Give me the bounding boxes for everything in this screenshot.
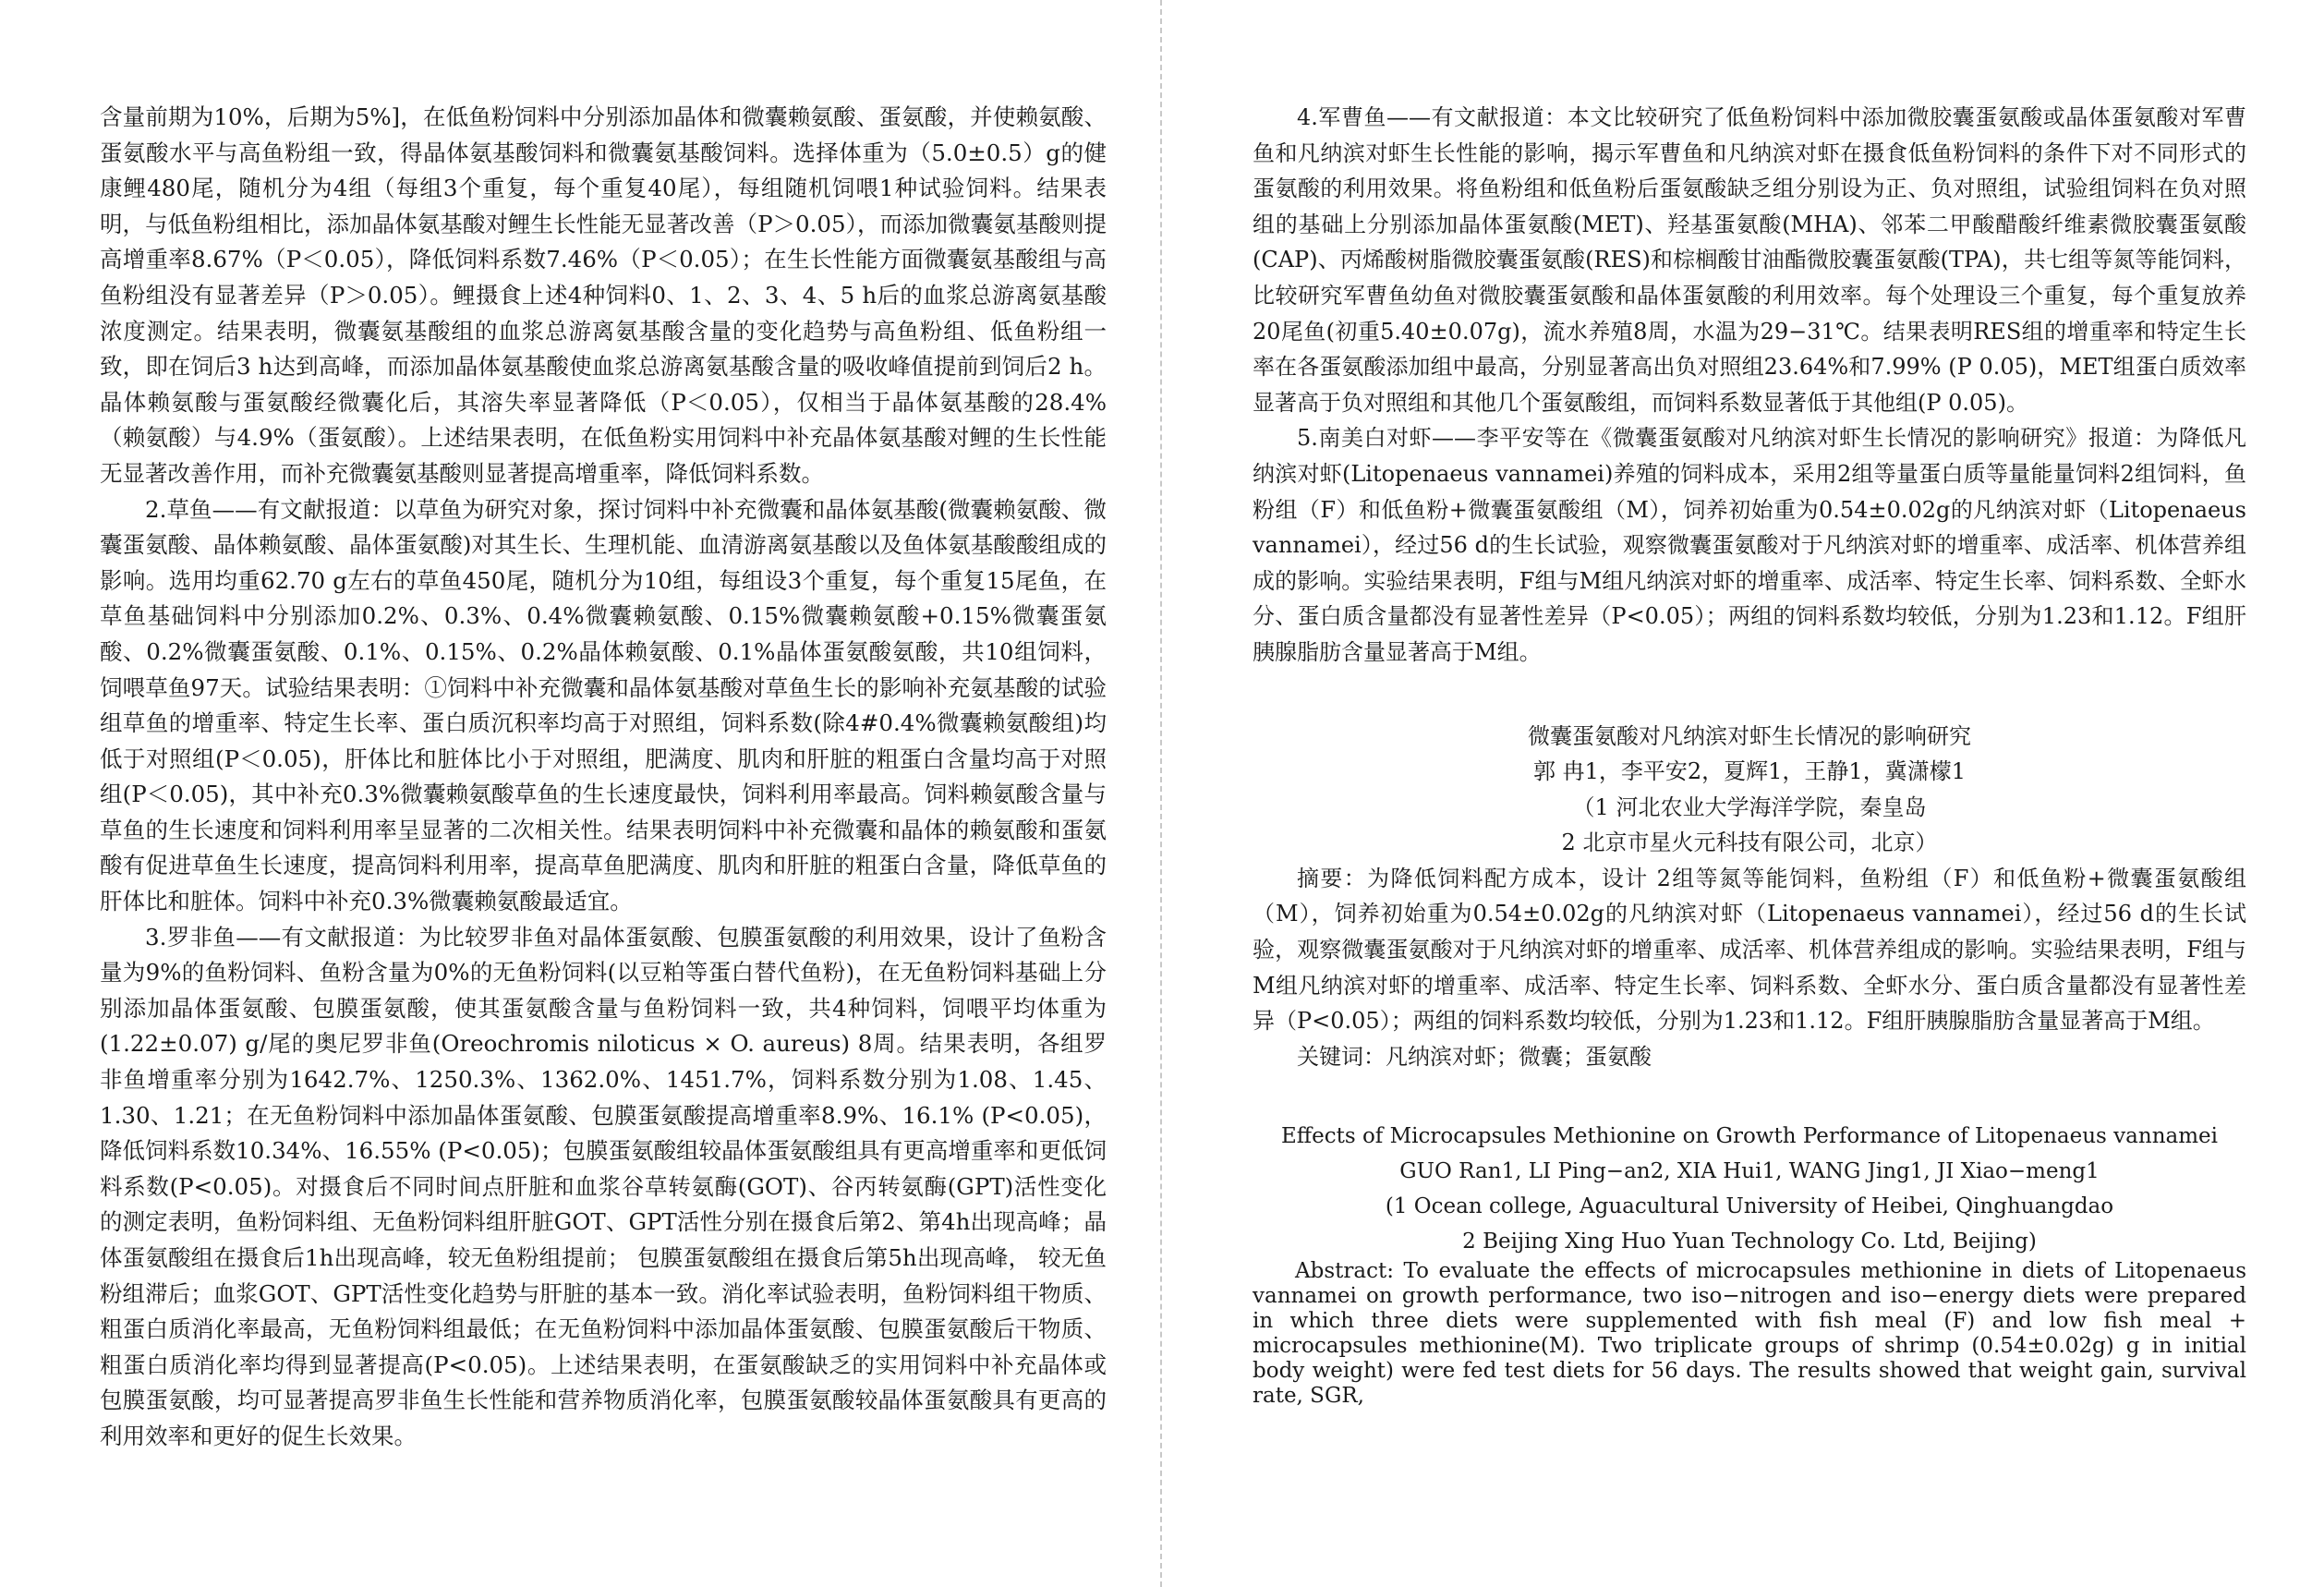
paper-abstract-en: Abstract: To evaluate the effects of microcapsules methionine in diets of Litopenaeus vannamei on growth performance, two iso−nitrogen and iso−energy diets were prepared in which three diets were supplemented with fish meal (F) and low fish meal + microcapsules methionine(M). Two triplicate groups of shrimp (0.54±0.02g) g in initial body weight) were fed test diets for 56 days. The results showed that weight gain, survival rate, SGR, — [1253, 1259, 2246, 1409]
paper-title-cn: 微囊蛋氨酸对凡纳滨对虾生长情况的影响研究 — [1528, 722, 1971, 749]
paper-affiliation-cn-2: 2 北京市星火元科技有限公司，北京） — [1561, 830, 1938, 856]
paper-affiliation-en-2: 2 Beijing Xing Huo Yuan Technology Co. Ltd, Beijing) — [1462, 1230, 2037, 1254]
paper-affiliation-en-1: (1 Ocean college, Aguacultural University of Heibei, Qinghuangdao — [1385, 1194, 2114, 1219]
english-section — [1253, 1119, 2246, 1409]
paper-keywords-cn: 关键词：凡纳滨对虾；微囊；蛋氨酸 — [1297, 1043, 1652, 1070]
right-paragraph-cobia: 4.军曹鱼——有文献报道：本文比较研究了低鱼粉饲料中添加微胶囊蛋氨酸或晶体蛋氨酸对军曹鱼和凡纳滨对虾生长性能的影响，揭示军曹鱼和凡纳滨对虾在摄食低鱼粉饲料的条件下对不同形式的蛋氨酸的利用效果。将鱼粉组和低鱼粉后蛋氨酸缺乏组分别设为正、负对照组，试验组饲料在负对照组的基础上分别添加晶体蛋氨酸(MET)、羟基蛋氨酸(MHA)、邻苯二甲酸醋酸纤维素微胶囊蛋氨酸(CAP)、丙烯酸树脂微胶囊蛋氨酸(RES)和棕榈酸甘油酯微胶囊蛋氨酸(TPA)，共七组等氮等能饲料，比较研究军曹鱼幼鱼对微胶囊蛋氨酸和晶体蛋氨酸的利用效率。每个处理设三个重复，每个重复放养20尾鱼(初重5.40±0.07g)，流水养殖8周，水温为29−31℃。结果表明RES组的增重率和特定生长率在各蛋氨酸添加组中最高，分别显著高出负对照组23.64%和7.99% (P 0.05)，MET组蛋白质效率显著高于负对照组和其他几个蛋氨酸组，而饲料系数显著低于其他组(P 0.05)。 — [1253, 104, 2246, 416]
right-paragraph-white-shrimp: 5.南美白对虾——李平安等在《微囊蛋氨酸对凡纳滨对虾生长情况的影响研究》报道：为降低凡纳滨对虾(Litopenaeus vannamei)养殖的饲料成本，采用2组等量蛋白质等量能量饲料2组饲料，鱼粉组（F）和低鱼粉+微囊蛋氨酸组（M），饲养初始重为0.54±0.02g的凡纳滨对虾（Litopenaeus vannamei），经过56 d的生长试验，观察微囊蛋氨酸对于凡纳滨对虾的增重率、成活率、机体营养组成的影响。实验结果表明，F组与M组凡纳滨对虾的增重率、成活率、特定生长率、饲料系数、全虾水分、蛋白质含量都没有显著性差异（P<0.05）；两组的饲料系数均较低，分别为1.23和1.12。F组肝胰腺脂肪含量显著高于M组。 — [1253, 425, 2246, 665]
left-paragraph-tilapia: 3.罗非鱼——有文献报道：为比较罗非鱼对晶体蛋氨酸、包膜蛋氨酸的利用效果，设计了鱼粉含量为9%的鱼粉饲料、鱼粉含量为0%的无鱼粉饲料(以豆粕等蛋白替代鱼粉)，在无鱼粉饲料基础上分别添加晶体蛋氨酸、包膜蛋氨酸，使其蛋氨酸含量与鱼粉饲料一致，共4种饲料，饲喂平均体重为(1.22±0.07) g/尾的奥尼罗非鱼(Oreochromis niloticus × O. aureus) 8周。结果表明，各组罗非鱼增重率分别为1642.7%、1250.3%、1362.0%、1451.7%，饲料系数分别为1.08、1.45、1.30、1.21；在无鱼粉饲料中添加晶体蛋氨酸、包膜蛋氨酸提高增重率8.9%、16.1% (P<0.05)，降低饲料系数10.34%、16.55% (P<0.05)；包膜蛋氨酸组较晶体蛋氨酸组具有更高增重率和更低饲料系数(P<0.05)。对摄食后不同时间点肝脏和血浆谷草转氨酶(GOT)、谷丙转氨酶(GPT)活性变化的测定表明，鱼粉饲料组、无鱼粉饲料组肝脏GOT、GPT活性分别在摄食后第2、第4h出现高峰；晶体蛋氨酸组在摄食后1h出现高峰，较无鱼粉组提前； 包膜蛋氨酸组在摄食后第5h出现高峰， 较无鱼粉组滞后；血浆GOT、GPT活性变化趋势与肝脏的基本一致。消化率试验表明，鱼粉饲料组干物质、粗蛋白质消化率最高，无鱼粉饲料组最低；在无鱼粉饲料中添加晶体蛋氨酸、包膜蛋氨酸后干物质、粗蛋白质消化率均得到显著提高(P<0.05)。上述结果表明，在蛋氨酸缺乏的实用饲料中补充晶体或包膜蛋氨酸，均可显著提高罗非鱼生长性能和营养物质消化率，包膜蛋氨酸较晶体蛋氨酸具有更高的利用效率和更好的促生长效果。 — [100, 923, 1107, 1449]
paper-affiliation-cn-1: （1 河北农业大学海洋学院，秦皇岛 — [1572, 794, 1927, 820]
left-page — [0, 0, 1160, 1587]
paper-authors-cn: 郭 冉1，李平安2，夏辉1，王静1，冀潇檬1 — [1533, 758, 1966, 785]
paper-abstract-cn: 摘要：为降低饲料配方成本，设计 2组等氮等能饲料，鱼粉组（F）和低鱼粉+微囊蛋氨酸组（M），饲养初始重为0.54±0.02g的凡纳滨对虾（Litopenaeus vannamei），经过56 d的生长试验，观察微囊蛋氨酸对于凡纳滨对虾的增重率、成活率、机体营养组成的影响。实验结果表明，F组与M组凡纳滨对虾的增重率、成活率、特定生长率、饲料系数、全虾水分、蛋白质含量都没有显著性差异（P<0.05）；两组的饲料系数均较低，分别为1.23和1.12。F组肝胰腺脂肪含量显著高于M组。 — [1253, 865, 2246, 1035]
paper-title-en: Effects of Microcapsules Methionine on Growth Performance of Litopenaeus vannamei — [1280, 1124, 2218, 1149]
left-paragraph-grass-carp: 2.草鱼——有文献报道：以草鱼为研究对象，探讨饲料中补充微囊和晶体氨基酸(微囊赖氨酸、微囊蛋氨酸、晶体赖氨酸、晶体蛋氨酸)对其生长、生理机能、血清游离氨基酸以及鱼体氨基酸酸组成的影响。选用均重62.70 g左右的草鱼450尾，随机分为10组，每组设3个重复，每个重复15尾鱼，在草鱼基础饲料中分别添加0.2%、0.3%、0.4%微囊赖氨酸、0.15%微囊赖氨酸+0.15%微囊蛋氨酸、0.2%微囊蛋氨酸、0.1%、0.15%、0.2%晶体赖氨酸、0.1%晶体蛋氨酸氨酸，共10组饲料，饲喂草鱼97天。试验结果表明：①饲料中补充微囊和晶体氨基酸对草鱼生长的影响补充氨基酸的试验组草鱼的增重率、特定生长率、蛋白质沉积率均高于对照组，饲料系数(除4#0.4%微囊赖氨酸组)均低于对照组(P＜0.05)，肝体比和脏体比小于对照组，肥满度、肌肉和肝脏的粗蛋白含量均高于对照组(P＜0.05)，其中补充0.3%微囊赖氨酸草鱼的生长速度最快，饲料利用率最高。饲料赖氨酸含量与草鱼的生长速度和饲料利用率呈显著的二次相关性。结果表明饲料中补充微囊和晶体的赖氨酸和蛋氨酸有促进草鱼生长速度，提高饲料利用率，提高草鱼肥满度、肌肉和肝脏的粗蛋白含量，降低草鱼的肝体比和脏体。饲料中补充0.3%微囊赖氨酸最适宜。 — [100, 495, 1107, 915]
left-paragraph-1: 含量前期为10%，后期为5%]，在低鱼粉饲料中分别添加晶体和微囊赖氨酸、蛋氨酸，并使赖氨酸、蛋氨酸水平与高鱼粉组一致，得晶体氨基酸饲料和微囊氨基酸饲料。选择体重为（5.0±0.5）g的健康鲤480尾，随机分为4组（每组3个重复，每个重复40尾），每组随机饲喂1种试验饲料。结果表明，与低鱼粉组相比，添加晶体氨基酸对鲤生长性能无显著改善（P＞0.05），而添加微囊氨基酸则提高增重率8.67%（P＜0.05），降低饲料系数7.46%（P＜0.05）；在生长性能方面微囊氨基酸组与高鱼粉组没有显著差异（P＞0.05）。鲤摄食上述4种饲料0、1、2、3、4、5 h后的血浆总游离氨基酸浓度测定。结果表明，微囊氨基酸组的血浆总游离氨基酸含量的变化趋势与高鱼粉组、低鱼粉组一致，即在饲后3 h达到高峰，而添加晶体氨基酸使血浆总游离氨基酸含量的吸收峰值提前到饲后2 h。晶体赖氨酸与蛋氨酸经微囊化后，其溶失率显著降低（P＜0.05），仅相当于晶体氨基酸的28.4%（赖氨酸）与4.9%（蛋氨酸）。上述结果表明，在低鱼粉实用饲料中补充晶体氨基酸对鲤的生长性能无显著改善作用，而补充微囊氨基酸则显著提高增重率，降低饲料系数。 — [100, 103, 1107, 487]
right-page — [1162, 0, 2324, 1587]
paper-authors-en: GUO Ran1, LI Ping−an2, XIA Hui1, WANG Jing1, JI Xiao−meng1 — [1399, 1159, 2100, 1184]
